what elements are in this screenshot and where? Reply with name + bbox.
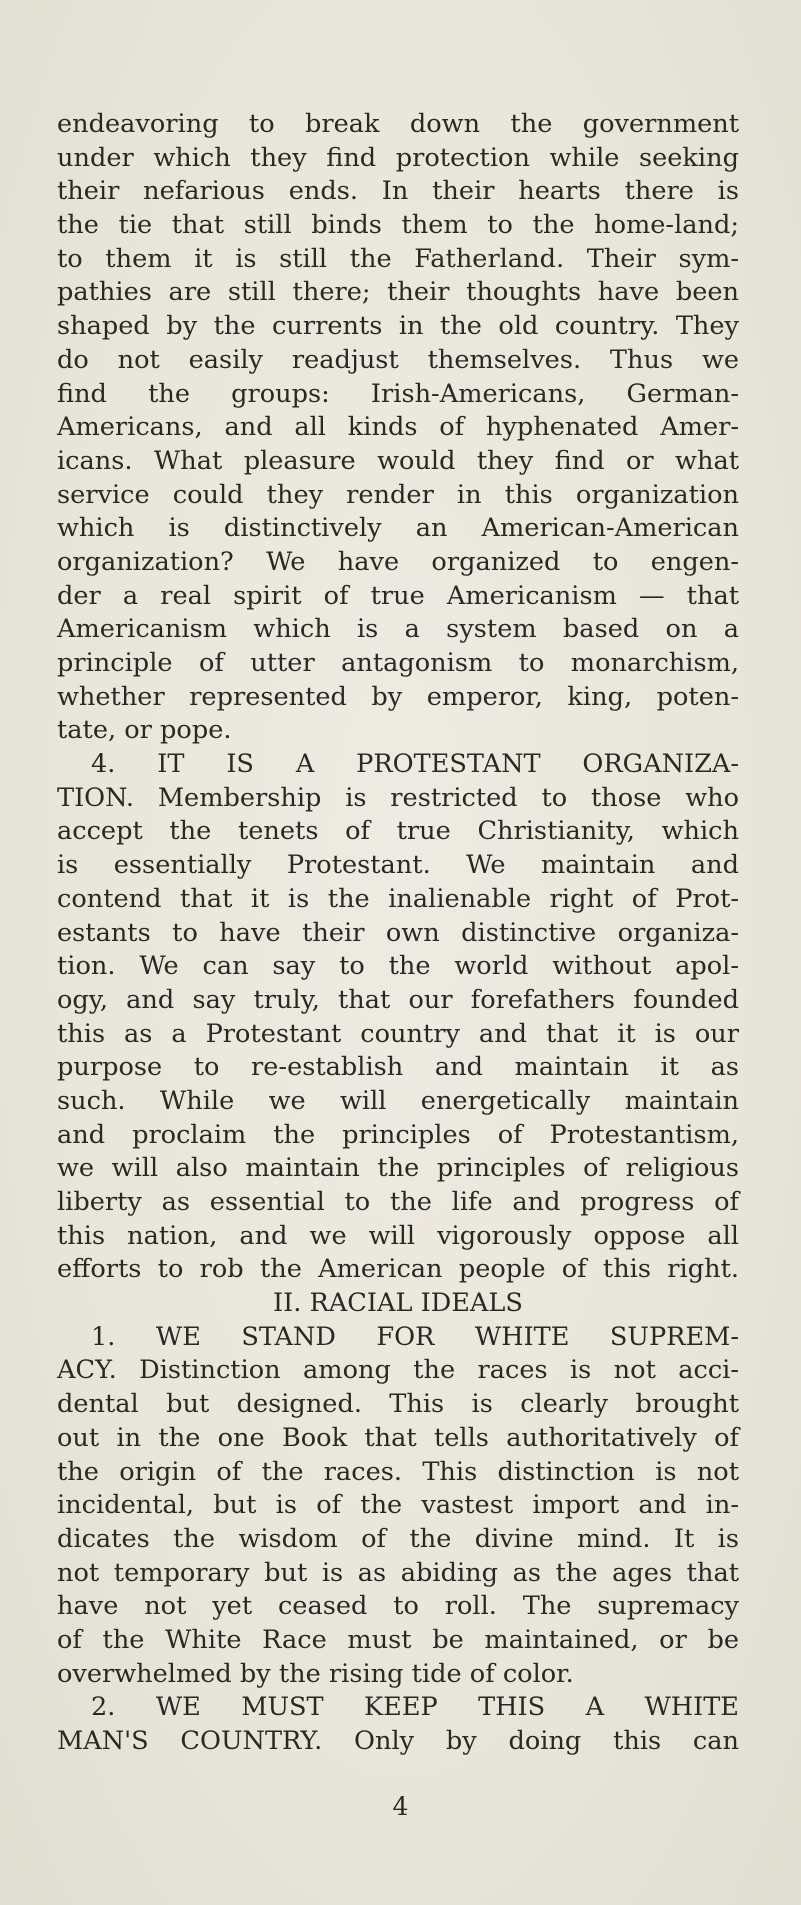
text-line: ogy, and say truly, that our forefathers founded xyxy=(57,984,739,1015)
text-line: the origin of the races. This distinction is not xyxy=(57,1456,739,1487)
body-text xyxy=(57,108,739,1759)
text-line: shaped by the currents in the old country. They xyxy=(57,311,739,342)
text-line: incidental, but is of the vastest import and in- xyxy=(57,1490,739,1521)
text-line: and proclaim the principles of Protestantism, xyxy=(57,1119,739,1150)
text-line: Americans, and all kinds of hyphenated Amer- xyxy=(57,412,739,443)
text-line: not temporary but is as abiding as the ages that xyxy=(57,1557,739,1588)
section-heading: II. RACIAL IDEALS xyxy=(273,1288,523,1319)
text-line: whether represented by emperor, king, poten- xyxy=(57,681,739,712)
text-line: ACY. Distinction among the races is not acci- xyxy=(57,1355,739,1386)
text-line: this as a Protestant country and that it is our xyxy=(57,1018,739,1049)
text-line: find the groups: Irish-Americans, German- xyxy=(57,378,739,409)
text-line: the tie that still binds them to the home-land; xyxy=(57,210,739,241)
text-line: is essentially Protestant. We maintain and xyxy=(57,850,739,881)
text-line: to them it is still the Fatherland. Their sym- xyxy=(57,243,739,274)
text-line: purpose to re-establish and maintain it as xyxy=(57,1052,739,1083)
text-line: out in the one Book that tells authoritatively of xyxy=(57,1422,739,1453)
text-line: liberty as essential to the life and progress of xyxy=(57,1187,739,1217)
text-line: dental but designed. This is clearly brought xyxy=(57,1389,739,1420)
text-line: tate, or pope. xyxy=(57,715,232,746)
text-line: under which they find protection while seeking xyxy=(57,142,739,173)
text-line: of the White Race must be maintained, or be xyxy=(57,1624,739,1655)
text-line: overwhelmed by the rising tide of color. xyxy=(57,1658,574,1689)
text-line: endeavoring to break down the government xyxy=(57,109,739,139)
text-line: accept the tenets of true Christianity, which xyxy=(57,816,739,847)
text-line: their nefarious ends. In their hearts there is xyxy=(57,176,739,207)
text-line: have not yet ceased to roll. The supremacy xyxy=(57,1591,739,1622)
text-line: icans. What pleasure would they find or what xyxy=(57,445,739,476)
page-number: 4 xyxy=(392,1792,409,1821)
text-line: dicates the wisdom of the divine mind. It is xyxy=(57,1523,739,1554)
text-line: pathies are still there; their thoughts have been xyxy=(57,277,739,308)
text-line: estants to have their own distinctive organiza- xyxy=(57,917,739,948)
text-line: efforts to rob the American people of this right. xyxy=(57,1254,739,1285)
text-line: tion. We can say to the world without apol- xyxy=(57,951,739,982)
text-line: der a real spirit of true Americanism — that xyxy=(57,580,739,611)
text-line: Americanism which is a system based on a xyxy=(57,614,739,645)
text-line: TION. Membership is restricted to those who xyxy=(57,782,739,813)
text-line: contend that it is the inalienable right of Prot- xyxy=(57,883,739,914)
text-line: do not easily readjust themselves. Thus we xyxy=(57,344,739,375)
text-line: this nation, and we will vigorously oppose all xyxy=(57,1220,739,1251)
text-line: 2. WE MUST KEEP THIS A WHITE xyxy=(91,1692,739,1723)
text-line: 4. IT IS A PROTESTANT ORGANIZA- xyxy=(91,749,739,780)
text-line: organization? We have organized to engen- xyxy=(57,546,739,577)
text-line: we will also maintain the principles of religious xyxy=(57,1153,739,1184)
text-line: such. While we will energetically maintain xyxy=(57,1085,739,1116)
text-line: principle of utter antagonism to monarchism, xyxy=(57,648,739,678)
text-line: 1. WE STAND FOR WHITE SUPREM- xyxy=(91,1321,739,1352)
text-line: service could they render in this organization xyxy=(57,479,739,510)
text-line: which is distinctively an American-American xyxy=(57,513,739,544)
text-line: MAN'S COUNTRY. Only by doing this can xyxy=(57,1726,739,1756)
